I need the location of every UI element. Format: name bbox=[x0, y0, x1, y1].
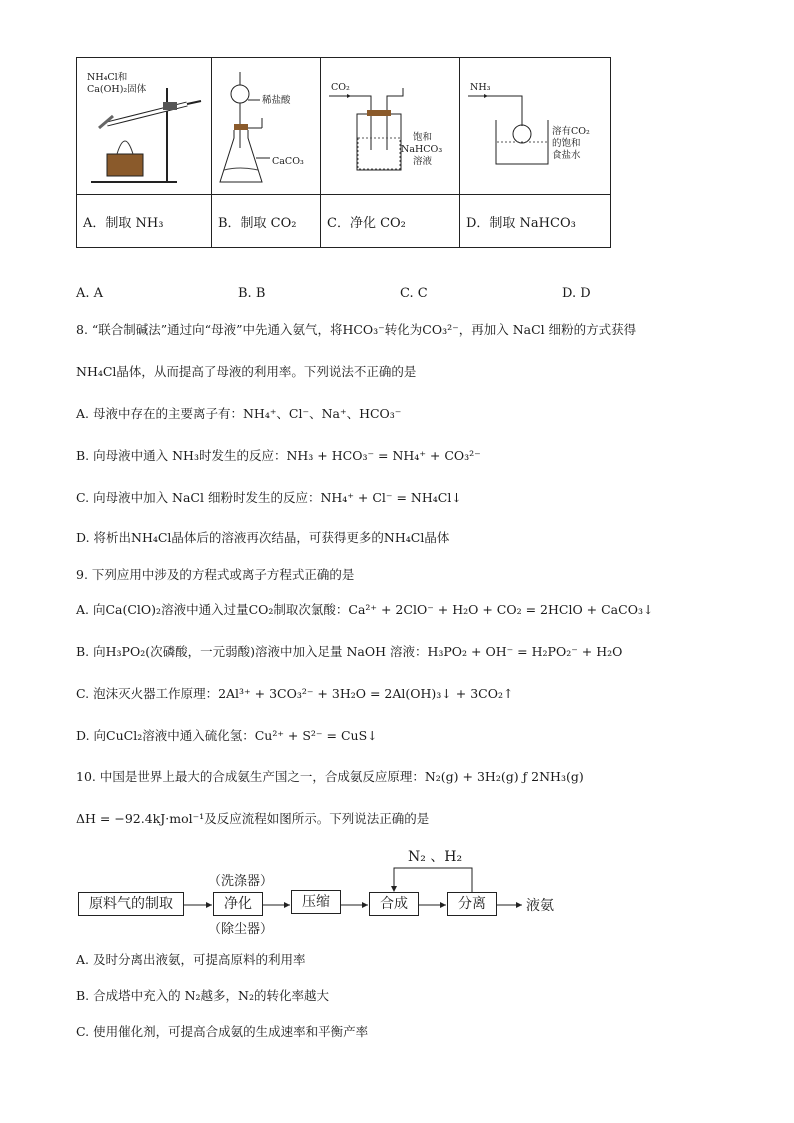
q8-option-b[interactable]: B. 向母液中通入 NH₃时发生的反应：NH₃ + HCO₃⁻ = NH₄⁺ + CO₃²⁻ bbox=[76, 448, 481, 463]
apparatus-a-label-1: NH₄Cl和 bbox=[87, 72, 128, 83]
flow-raw-material: 原料气的制取 bbox=[78, 892, 184, 916]
q8-option-a[interactable]: A. 母液中存在的主要离子有：NH₄⁺、Cl⁻、Na⁺、HCO₃⁻ bbox=[76, 406, 402, 421]
flow-synthesis: 合成 bbox=[369, 892, 419, 916]
apparatus-a-cell bbox=[77, 58, 212, 195]
apparatus-c-label-sol-2: NaHCO₃ bbox=[401, 144, 443, 155]
q8-option-d[interactable]: D. 将析出NH₄Cl晶体后的溶液再次结晶，可获得更多的NH₄Cl晶体 bbox=[76, 530, 450, 545]
q10-option-b[interactable]: B. 合成塔中充入的 N₂越多，N₂的转化率越大 bbox=[76, 988, 330, 1003]
apparatus-a-label-2: Ca(OH)₂固体 bbox=[87, 84, 147, 95]
apparatus-c-label-sol-3: 溶液 bbox=[413, 156, 433, 167]
apparatus-d-label-sol-2: 的饱和 bbox=[552, 138, 581, 149]
q8-stem-line-2: NH₄Cl晶体，从而提高了母液的利用率。下列说法不正确的是 bbox=[76, 364, 417, 379]
apparatus-d-label-sol-3: 食盐水 bbox=[552, 150, 581, 161]
apparatus-b-label-acid: 稀盐酸 bbox=[262, 95, 291, 106]
caption-c: C．净化 CO₂ bbox=[321, 195, 460, 248]
apparatus-b-drawing bbox=[212, 58, 320, 194]
q8-stem-line-1: 8. “联合制碱法”通过向“母液”中先通入氨气，将HCO₃⁻转化为CO₃²⁻，再加入 NaCl 细粉的方式获得 bbox=[76, 322, 637, 337]
caption-d: D．制取 NaHCO₃ bbox=[460, 195, 611, 248]
apparatus-c-label-sol-1: 饱和 bbox=[413, 132, 433, 143]
flow-washer-label: （洗涤器） bbox=[208, 874, 274, 889]
q8-option-c[interactable]: C. 向母液中加入 NaCl 细粉时发生的反应：NH₄⁺ + Cl⁻ = NH₄Cl↓ bbox=[76, 490, 462, 505]
apparatus-d-drawing bbox=[460, 58, 610, 194]
q10-stem-line-1: 10. 中国是世界上最大的合成氨生产国之一，合成氨反应原理：N₂(g) + 3H₂(g) ƒ 2NH₃(g) bbox=[76, 769, 584, 784]
q9-stem: 9. 下列应用中涉及的方程式或离子方程式正确的是 bbox=[76, 567, 355, 582]
q10-stem-line-2: ΔH = −92.4kJ·mol⁻¹及反应流程如图所示。下列说法正确的是 bbox=[76, 811, 430, 826]
caption-b: B．制取 CO₂ bbox=[212, 195, 321, 248]
flow-compress: 压缩 bbox=[291, 890, 341, 914]
flow-purify: 净化 bbox=[213, 892, 263, 916]
flow-recycle-label: N₂ 、H₂ bbox=[408, 849, 463, 865]
q9-option-a[interactable]: A. 向Ca(ClO)₂溶液中通入过量CO₂制取次氯酸：Ca²⁺ + 2ClO⁻ + H₂O + CO₂ = 2HClO + CaCO₃↓ bbox=[76, 602, 654, 617]
caption-a: A．制取 NH₃ bbox=[77, 195, 212, 248]
q9-option-d[interactable]: D. 向CuCl₂溶液中通入硫化氢：Cu²⁺ + S²⁻ = CuS↓ bbox=[76, 728, 378, 743]
apparatus-c-drawing bbox=[321, 58, 459, 194]
apparatus-a-drawing bbox=[77, 58, 211, 194]
apparatus-table bbox=[76, 57, 611, 248]
flow-dust-label: （除尘器） bbox=[208, 922, 274, 937]
q7-option-c[interactable]: C. C bbox=[400, 286, 428, 301]
apparatus-c-cell bbox=[321, 58, 460, 195]
apparatus-b-cell bbox=[212, 58, 321, 195]
apparatus-d-label-sol-1: 溶有CO₂ bbox=[552, 126, 590, 137]
q9-option-c[interactable]: C. 泡沫灭火器工作原理：2Al³⁺ + 3CO₃²⁻ + 3H₂O = 2Al(OH)₃↓ + 3CO₂↑ bbox=[76, 686, 514, 701]
apparatus-c-label-gas: CO₂ bbox=[331, 82, 350, 93]
q9-option-b[interactable]: B. 向H₃PO₂(次磷酸，一元弱酸)溶液中加入足量 NaOH 溶液：H₃PO₂ + OH⁻ = H₂PO₂⁻ + H₂O bbox=[76, 644, 623, 659]
flow-product: 液氨 bbox=[526, 898, 554, 914]
q10-option-c[interactable]: C. 使用催化剂，可提高合成氨的生成速率和平衡产率 bbox=[76, 1024, 369, 1039]
q10-flow-diagram bbox=[76, 842, 576, 942]
q10-option-a[interactable]: A. 及时分离出液氨，可提高原料的利用率 bbox=[76, 952, 306, 967]
flow-separate: 分离 bbox=[447, 892, 497, 916]
apparatus-d-cell bbox=[460, 58, 611, 195]
q7-option-d[interactable]: D. D bbox=[562, 286, 591, 301]
q7-option-b[interactable]: B. B bbox=[238, 286, 266, 301]
q7-option-a[interactable]: A. A bbox=[76, 286, 104, 301]
apparatus-b-label-solid: CaCO₃ bbox=[272, 156, 304, 167]
apparatus-d-label-gas: NH₃ bbox=[470, 82, 491, 93]
